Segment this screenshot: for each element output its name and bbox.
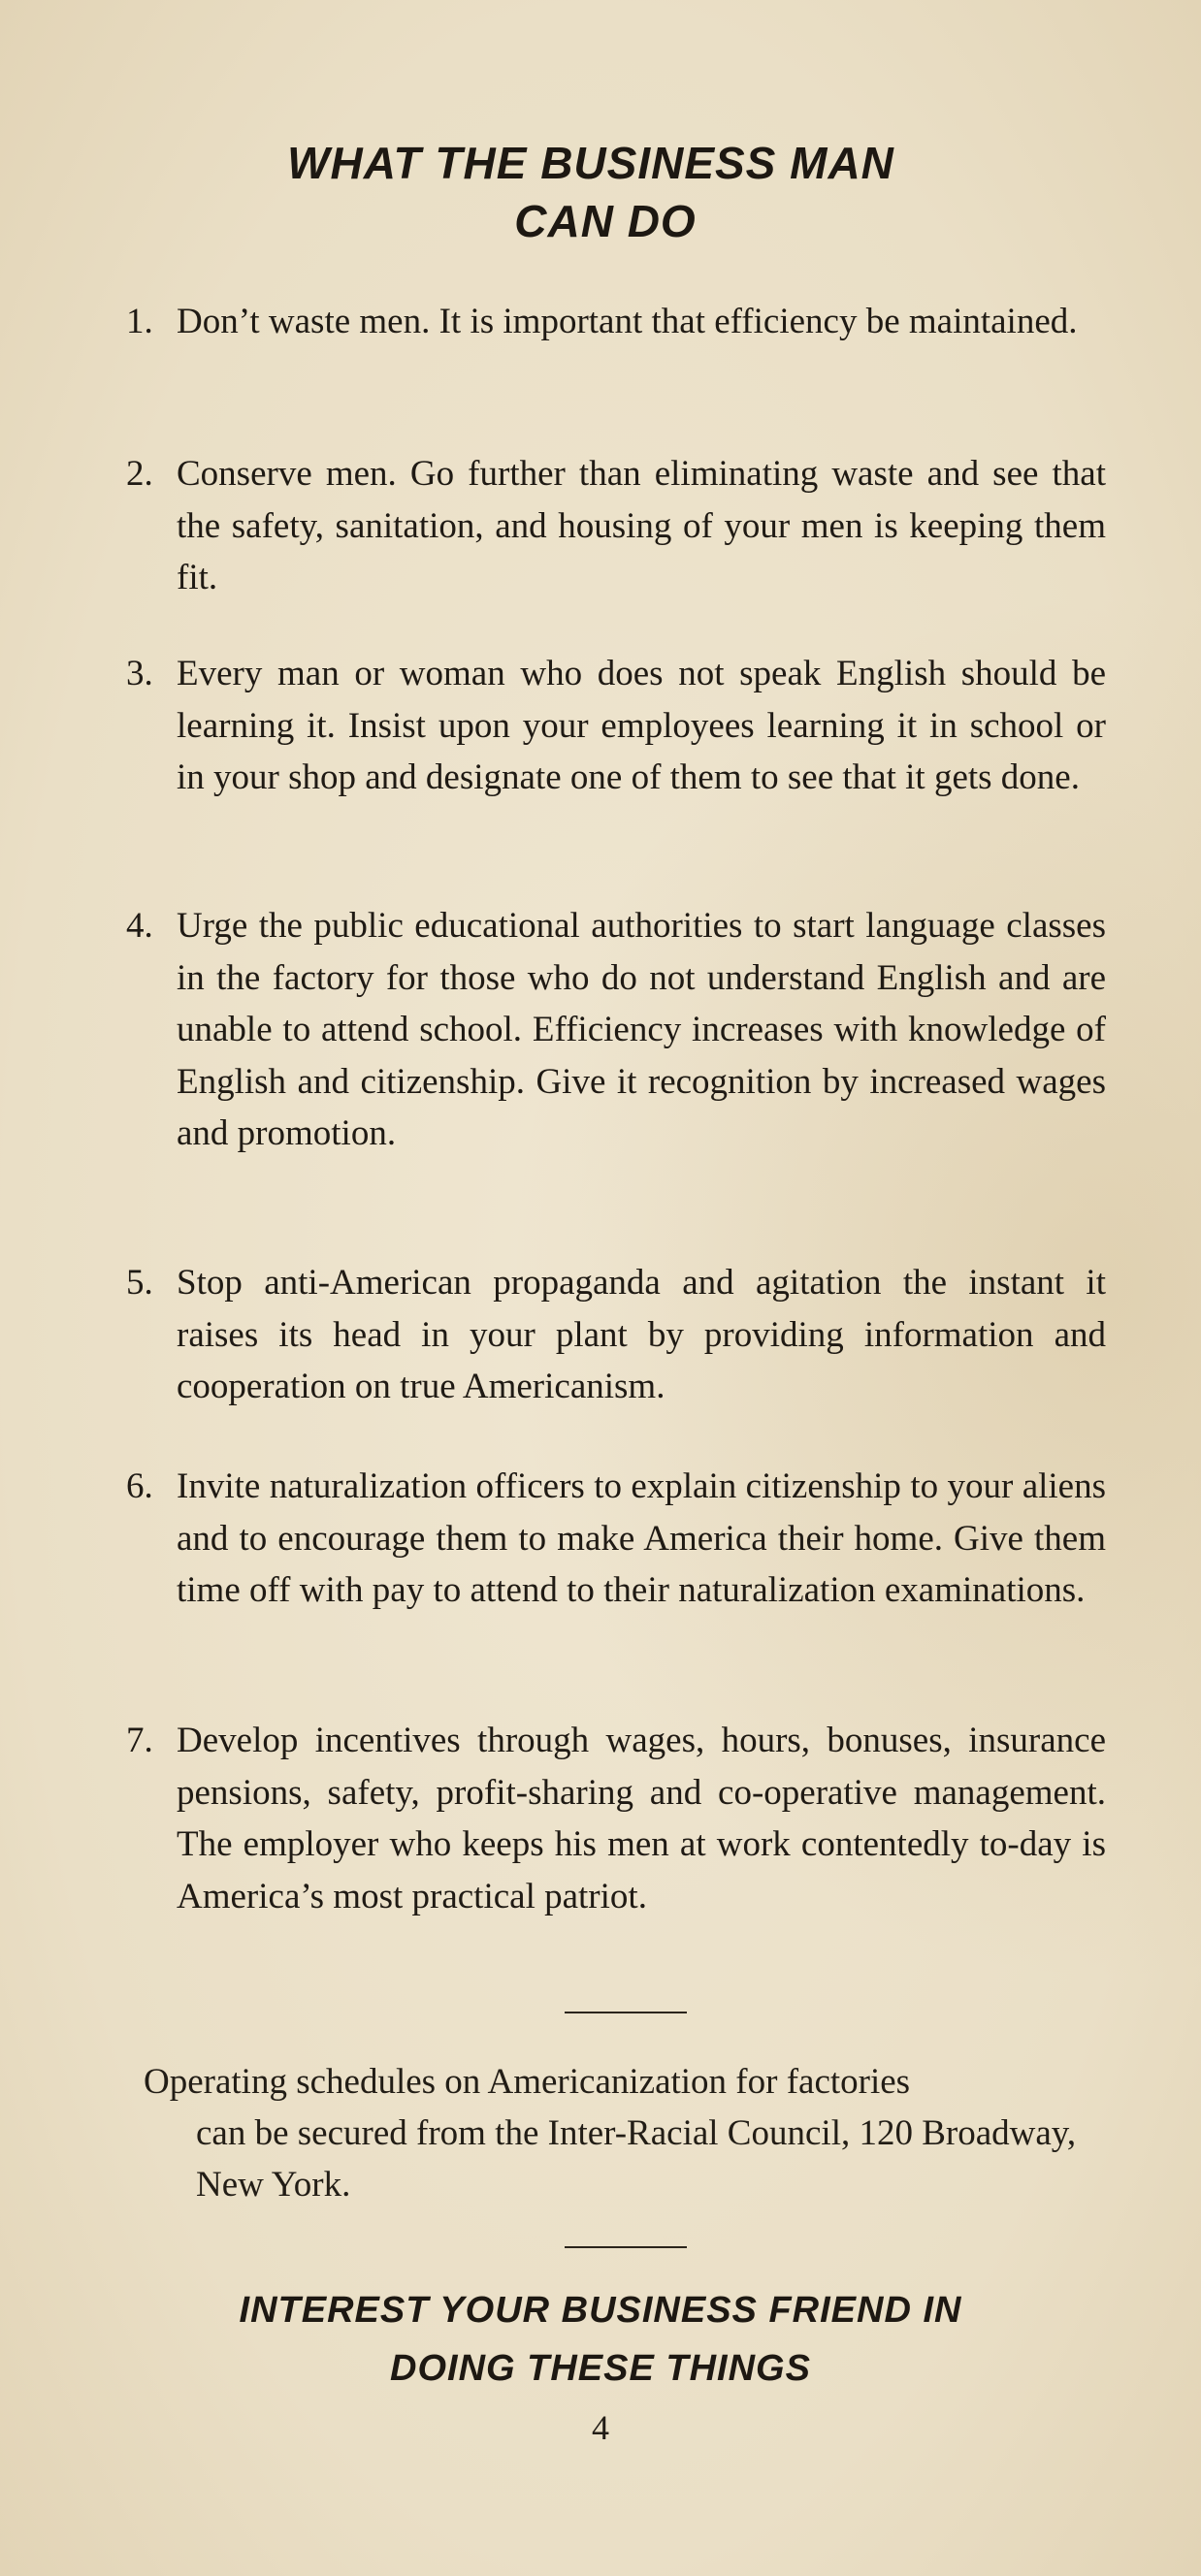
- heading-line-2: CAN DO: [514, 196, 697, 246]
- footer-heading: [0, 2281, 1201, 2398]
- list-item-6: [126, 1461, 1106, 1617]
- item-text: Develop incentives through wages, hours, bonuses, insurance pensions, safety, profit-sharing and co-operative management. The employer who keeps his men at work contentedly to-day is America’s most practical patriot.: [177, 1721, 1106, 1916]
- section-divider: [565, 2012, 687, 2013]
- item-text: Every man or woman who does not speak English should be learning it. Insist upon your employees learning it in school or in your shop and designate one of them to see that it gets done.: [177, 654, 1106, 797]
- list-item-5: [126, 1257, 1106, 1413]
- item-number: 2.: [126, 454, 153, 494]
- item-text: Conserve men. Go further than eliminating waste and see that the safety, sanitation, and housing of your men is keeping them fit.: [177, 454, 1106, 597]
- item-text: Urge the public educational authorities to start language classes in the factory for those who do not understand English and are unable to attend school. Efficiency increases with knowledge of English and citizenship. Give it recognition by increased wages and promotion.: [177, 906, 1106, 1153]
- item-number: 6.: [126, 1466, 153, 1506]
- page-heading: [0, 134, 1201, 250]
- schedules-note: [144, 2056, 1112, 2210]
- list-item-4: [126, 900, 1106, 1160]
- list-item-3: [126, 648, 1106, 804]
- item-number: 4.: [126, 906, 153, 946]
- note-line-1: Operating schedules on Americanization for factories: [144, 2062, 911, 2102]
- list-item-7: [126, 1715, 1106, 1922]
- item-text: Don’t waste men. It is important that efficiency be maintained.: [177, 302, 1078, 341]
- item-number: 1.: [126, 302, 153, 341]
- page-number: 4: [592, 2408, 609, 2447]
- item-text: Invite naturalization officers to explain citizenship to your aliens and to encourage them to make America their home. Give them time off with pay to attend to their naturalization examinations.: [177, 1466, 1106, 1610]
- list-item-1: [126, 296, 1106, 348]
- item-number: 5.: [126, 1263, 153, 1303]
- footer-line-1: INTEREST YOUR BUSINESS FRIEND IN: [239, 2290, 962, 2331]
- item-number: 7.: [126, 1721, 153, 1760]
- item-number: 3.: [126, 654, 153, 693]
- note-continuation: can be secured from the Inter-Racial Council, 120 Broadway, New York.: [196, 2113, 1077, 2205]
- section-divider: [565, 2246, 687, 2248]
- heading-line-1: WHAT THE BUSINESS MAN: [287, 138, 894, 188]
- footer-line-2: DOING THESE THINGS: [390, 2348, 811, 2389]
- list-item-2: [126, 448, 1106, 604]
- item-text: Stop anti-American propaganda and agitation the instant it raises its head in your plant by providing information and cooperation on true Americanism.: [177, 1263, 1106, 1406]
